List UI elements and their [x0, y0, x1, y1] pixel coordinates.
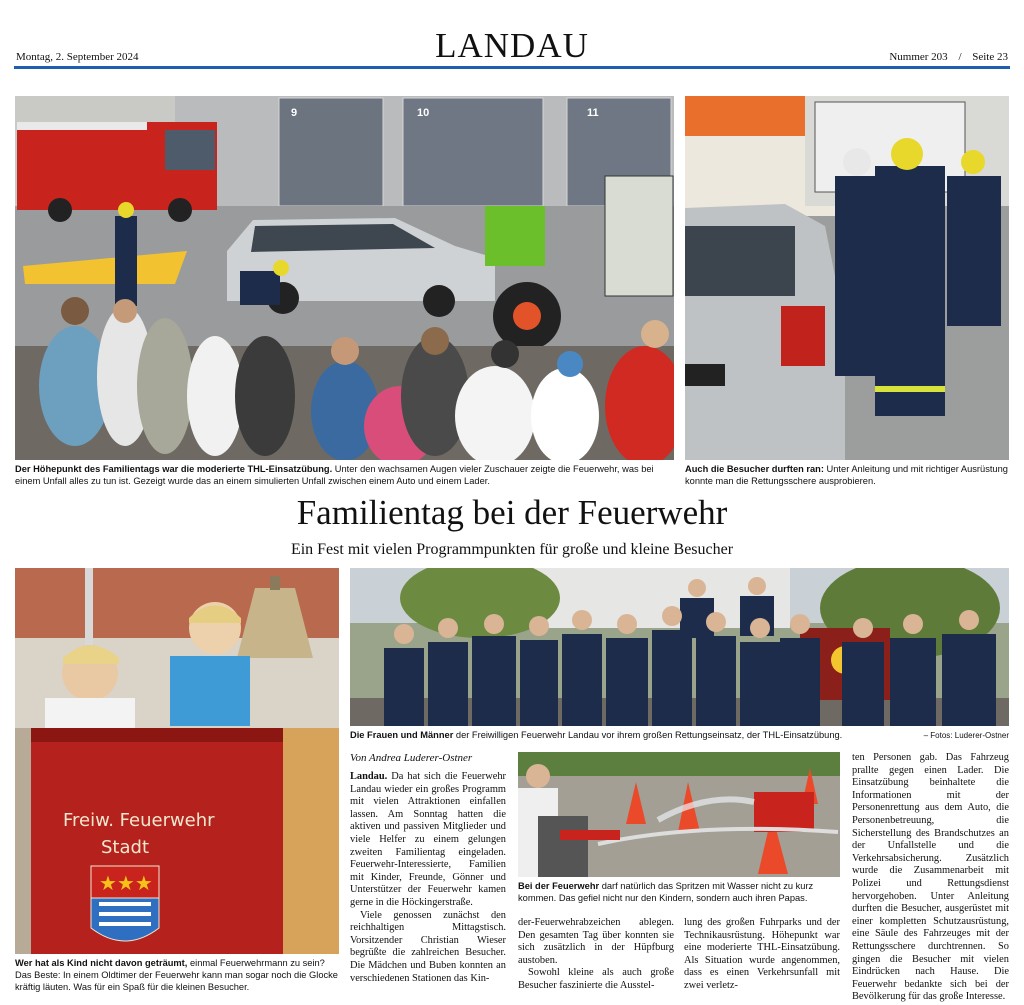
masthead: [0, 0, 1024, 72]
caption-group-lead: Die Frauen und Männer: [350, 730, 454, 740]
article-column-1: [350, 771, 506, 985]
caption-hose-lead: Bei der Feuerwehr: [518, 881, 600, 891]
photo-visitors-rescue-tool: [685, 96, 1009, 460]
article-byline: Von Andrea Luderer-Ostner: [350, 752, 473, 764]
photo-group-firefighters: [350, 568, 1009, 726]
article-paragraph: der-Feuerwehrabzeichen ablegen. Den gesamten Tag über konnten sie sich zusätzlich in der Hüpfburg austoben.: [518, 917, 674, 966]
caption-visitors-rescue-tool: [685, 463, 1009, 487]
svg-text:★★★: ★★★: [99, 871, 153, 895]
bay-number-11: 11: [587, 107, 599, 119]
masthead-rule: [14, 66, 1010, 69]
article-column-4: [852, 752, 1009, 1004]
truck-lettering-line2: Stadt: [101, 837, 149, 858]
article-paragraph: ten Personen gab. Das Fahrzeug prallte gegen einen Lader. Die Einsatzübung beinhaltete die Informationen mit der Personenrettung aus dem Auto, die Personenbetreuung, die Sicherstellung des Brandschutzes an der Unfallstelle und die Verkehrsabsicherung. Zusätzlich wurde die Zusammenarbeit mit Polizei und Rettungsdienst hervorgehoben. Unter Anleitung durften die Besucher, ausgerüstet mit einer kompletten Schutzausrüstung, eine Säule des Fahrzeuges mit der Rettungsschere durchtrennen. So gingen die Besucher mit vielen Eindrücken nach Hause. Die Feuerwehr bedankte sich bei der Bevölkerung für das große Interesse.: [852, 752, 1009, 1003]
photo-water-hose: [518, 752, 840, 877]
page-number: Seite 23: [972, 51, 1008, 63]
caption-visitors-text: Unter Anleitung und mit richtiger Ausrüstung konnte man die Rettungsschere ausprobieren.: [685, 464, 1008, 486]
caption-kids-oldtimer: [15, 957, 339, 993]
photo-thl-exercise: [15, 96, 674, 460]
bay-number-10: 10: [417, 107, 430, 119]
coat-of-arms: [91, 866, 159, 941]
issue-page-info: [889, 51, 1008, 63]
caption-group-firefighters: [350, 729, 890, 741]
article-paragraph: lung des großen Fuhrparks und der Technikausrüstung. Höhepunkt war eine moderierte THL-Einsatzübung. Als Situation wurde angenommen, dass es einen Verkehrsunfall mit zwei verletz-: [684, 917, 840, 991]
caption-visitors-lead: Auch die Besucher durften ran:: [685, 464, 824, 474]
caption-thl-exercise-text: Unter den wachsamen Augen vieler Zuschauer zeigte die Feuerwehr, was bei einem Unfall alles zu tun ist. Gezeigt wurde das an einem simulierten Unfall zwischen einem Auto und einem Lader.: [15, 464, 654, 486]
caption-group-text: der Freiwilligen Feuerwehr Landau vor ihrem großen Rettungseinsatz, der THL-Einsatzübung.: [453, 730, 843, 740]
fire-truck: [17, 122, 217, 222]
caption-kids-text: einmal Feuerwehrmann zu sein? Das Beste: In einem Oldtimer der Feuerwehr kann man sogar noch die Glocke kräftig läuten. Was für ein Spaß für die kleinen Besucher.: [15, 958, 338, 992]
caption-hose-text: darf natürlich das Spritzen mit Wasser nicht zu kurz kommen. Das gefiel nicht nur den Kindern, sondern auch ihren Papas.: [518, 881, 814, 903]
issue-date: Montag, 2. September 2024: [16, 51, 139, 63]
article-headline: Familientag bei der Feuerwehr: [296, 493, 728, 532]
photo-credit: – Fotos: Luderer-Ostner: [923, 731, 1009, 740]
article-dateline: Landau.: [350, 771, 388, 782]
article-subheadline: Ein Fest mit vielen Programmpunkten für große und kleine Besucher: [290, 541, 734, 558]
section-title: LANDAU: [435, 26, 589, 65]
article-paragraph: [350, 771, 506, 910]
issue-number: Nummer 203: [889, 51, 948, 63]
caption-thl-exercise: [15, 463, 674, 487]
bay-number-9: 9: [291, 107, 298, 119]
truck-lettering-line1: Freiw. Feuerwehr: [63, 810, 215, 831]
article-col1-p1: Da hat sich die Feuerwehr Landau wieder ein großes Programm mit vielen Attraktionen einfallen lassen. Am Sonntag hatten die aktiven und passiven Mitglieder und viele Helfer zu einem gelungen zweiten Familientag eingeladen. Feuerwehr-Interessierte, Familien mit Kinder, Freunde, Gönner und Unterstützer der Feuerwehr kamen gerne in die Höckingerstraße.: [350, 771, 506, 908]
caption-water-hose: [518, 880, 840, 904]
article-column-3: [684, 917, 840, 993]
oldtimer-truck: [31, 728, 339, 954]
silver-car: [685, 204, 845, 460]
toy-fire-truck: [754, 792, 814, 832]
caption-thl-exercise-lead: Der Höhepunkt des Familientags war die moderierte THL-Einsatzübung.: [15, 464, 333, 474]
caption-kids-lead: Wer hat als Kind nicht davon geträumt,: [15, 958, 188, 968]
issue-separator: /: [958, 51, 962, 63]
photo-kids-oldtimer: [15, 568, 339, 954]
article-column-2: [518, 917, 674, 993]
article-paragraph: Viele genossen zunächst den reichhaltigen Mittagstisch. Vorsitzender Christian Wieser begrüßte die zahlreichen Besucher. Die Mädchen und Buben konnten an verschiedenen Stationen das Kin-: [350, 909, 506, 984]
article-paragraph: Sowohl kleine als auch große Besucher faszinierte die Ausstel-: [518, 967, 674, 991]
